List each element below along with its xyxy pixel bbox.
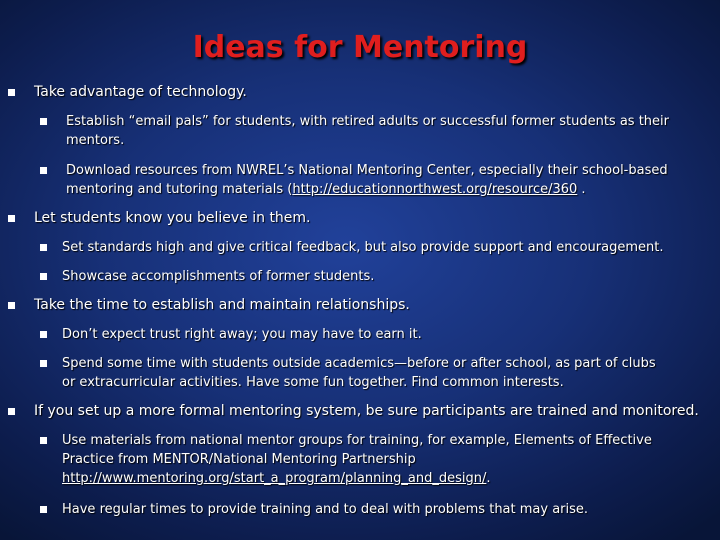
bullet-square-icon bbox=[40, 437, 47, 444]
list-item-text-post: . bbox=[577, 182, 586, 197]
list-item-text: Establish “email pals” for students, with retired adults or successful former students as their bbox=[66, 114, 669, 129]
list-item-text-pre: mentoring and tutoring materials ( bbox=[66, 182, 293, 197]
section-heading: If you set up a more formal mentoring system, be sure participants are trained and monitored. bbox=[34, 403, 699, 419]
bullet-square-icon bbox=[40, 273, 47, 280]
bullet-square-icon bbox=[8, 215, 15, 222]
list-item-text: Set standards high and give critical feedback, but also provide support and encouragement. bbox=[62, 240, 664, 255]
section-heading: Take advantage of technology. bbox=[34, 84, 247, 100]
bullet-square-icon bbox=[40, 360, 47, 367]
list-item-text: Showcase accomplishments of former students. bbox=[62, 269, 375, 284]
section-heading: Take the time to establish and maintain relationships. bbox=[34, 297, 410, 313]
bullet-square-icon bbox=[40, 331, 47, 338]
list-item-text: Use materials from national mentor groups for training, for example, Elements of Effective bbox=[62, 433, 652, 448]
list-item-text: or extracurricular activities. Have some fun together. Find common interests. bbox=[62, 375, 564, 390]
bullet-square-icon bbox=[8, 408, 15, 415]
slide-title: Ideas for Mentoring bbox=[192, 30, 528, 65]
bullet-square-icon bbox=[40, 118, 47, 125]
list-item-text: mentors. bbox=[66, 133, 125, 148]
list-item-text: Download resources from NWREL’s National Mentoring Center, especially their school-based bbox=[66, 163, 668, 178]
list-item-text: Don’t expect trust right away; you may have to earn it. bbox=[62, 327, 422, 342]
list-item-text: Have regular times to provide training and to deal with problems that may arise. bbox=[62, 502, 589, 517]
list-item-text bbox=[62, 469, 491, 488]
list-item-text-post: . bbox=[486, 471, 491, 486]
list-item-text: Practice from MENTOR/National Mentoring Partnership bbox=[62, 452, 416, 467]
bullet-square-icon bbox=[40, 506, 47, 513]
mentoring-link[interactable]: http://www.mentoring.org/start_a_program/planning_and_design/ bbox=[62, 471, 487, 486]
resource-link[interactable]: http://educationnorthwest.org/resource/360 bbox=[292, 182, 578, 197]
section-heading: Let students know you believe in them. bbox=[34, 210, 311, 226]
list-item-text bbox=[66, 180, 586, 199]
bullet-square-icon bbox=[8, 302, 15, 309]
bullet-square-icon bbox=[40, 244, 47, 251]
list-item-text: Spend some time with students outside academics—before or after school, as part of clubs bbox=[62, 356, 656, 371]
bullet-square-icon bbox=[8, 89, 15, 96]
bullet-square-icon bbox=[40, 167, 47, 174]
